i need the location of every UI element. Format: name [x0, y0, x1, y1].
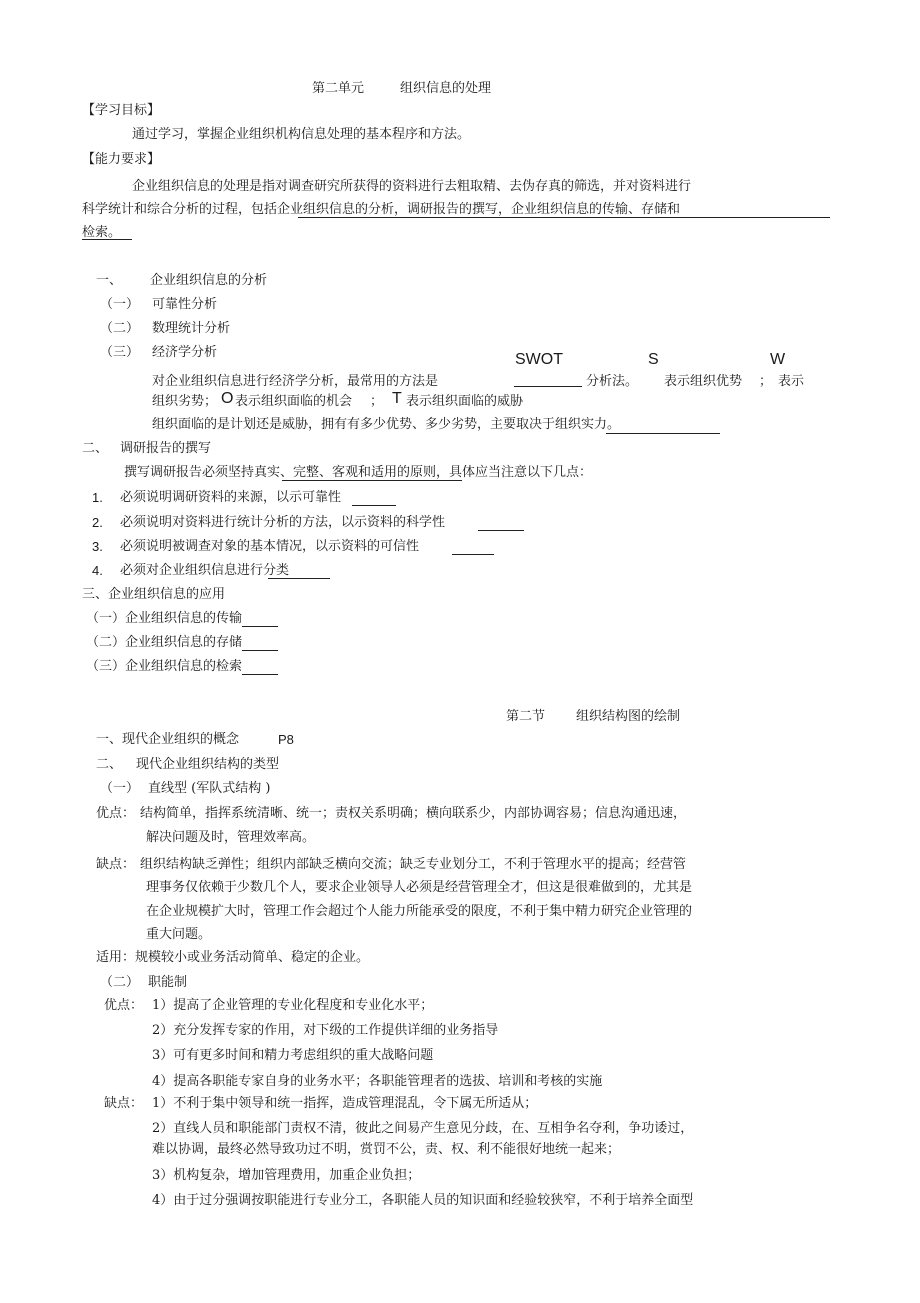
- econ-blank-underline: [514, 386, 582, 387]
- section1-title: 企业组织信息的分析: [150, 273, 268, 288]
- linear-pros-label: 优点：: [96, 806, 136, 821]
- functional-cons-item-4: 4）由于过分强调按职能进行专业分工，各职能人员的知识面和经验较狭窄，不利于培养全面型: [152, 1193, 694, 1208]
- report-item-number: 2.: [92, 515, 103, 530]
- goals-text: 通过学习，掌握企业组织机构信息处理的基本程序和方法。: [132, 127, 471, 142]
- linear-cons-line-4: 重大问题。: [146, 927, 212, 942]
- linear-applicable: 适用：规模较小或业务活动简单、稳定的企业。: [96, 950, 370, 965]
- swot-s-label: S: [648, 351, 659, 368]
- requirements-line-1: 企业组织信息的处理是指对调查研究所获得的资料进行去粗取精、去伪存真的筛选，并对资料进行: [132, 179, 692, 194]
- sub2-number: （二）: [100, 321, 140, 336]
- functional-cons-item-2b: 难以协调，最终必然导致功过不明，赏罚不公，责、权、利不能很好地统一起来；: [152, 1142, 621, 1157]
- section3-title: 三、企业组织信息的应用: [82, 587, 226, 602]
- requirements-label: 【能力要求】: [82, 152, 161, 167]
- linear-pros-line-2: 解决问题及时，管理效率高。: [146, 830, 316, 845]
- application-item-underline: [242, 626, 278, 627]
- functional-cons-item-2a: 2）直线人员和职能部门责权不清，彼此之间易产生意见分歧，在、互相争名夺利，争功诿过，: [152, 1121, 694, 1136]
- report-item-text: 必须说明调研资料的来源，以示可靠性: [120, 490, 342, 505]
- report-item-underline: [268, 578, 330, 579]
- application-item-underline: [242, 674, 278, 675]
- section2-title: 调研报告的撰写: [120, 441, 212, 456]
- section2-intro-underline: [282, 480, 462, 481]
- section-title-text: 组织结构图的绘制: [576, 709, 681, 724]
- econ-text-e: 表示: [778, 374, 805, 389]
- types-number: 二、: [96, 757, 123, 772]
- linear-cons-line-2: 理事务仅依赖于少数几个人，要求企业领导人必须是经营管理全才，但这是很难做到的，尤其是: [146, 880, 693, 895]
- sub3-number: （三）: [100, 345, 140, 360]
- requirements-line-2: 科学统计和综合分析的过程，包括企业组织信息的分析，调研报告的撰写，企业组织信息的传输、存储和: [82, 202, 681, 217]
- econ-text-c: 表示组织优势: [664, 374, 743, 389]
- functional-pros-label: 优点：: [104, 998, 144, 1013]
- report-item-number: 3.: [92, 539, 103, 554]
- econ-text-i: 表示组织面临的威胁: [406, 394, 524, 409]
- report-item-text: 必须说明对资料进行统计分析的方法，以示资料的科学性: [120, 515, 446, 530]
- report-item-number: 1.: [92, 490, 103, 505]
- econ-underline: [606, 433, 720, 434]
- econ-text-j: 组织面临的是计划还是威胁，拥有有多少优势、多少劣势，主要取决于组织实力。: [152, 417, 621, 432]
- linear-cons-line-3: 在企业规模扩大时，管理工作会超过个人能力所能承受的限度，不利于集中精力研究企业管理的: [146, 904, 693, 919]
- functional-heading: 职能制: [148, 975, 188, 990]
- econ-text-g: 表示组织面临的机会: [235, 394, 353, 409]
- linear-number: （一）: [100, 781, 140, 796]
- section2-number: 二、: [82, 441, 109, 456]
- section1-number: 一、: [96, 273, 123, 288]
- linear-pros-line-1: 结构简单，指挥系统清晰、统一；责权关系明确；横向联系少，内部协调容易；信息沟通迅速，: [140, 806, 687, 821]
- sub1-number: （一）: [100, 297, 140, 312]
- page-reference: P8: [278, 732, 294, 747]
- sub1-title: 可靠性分析: [152, 297, 218, 312]
- functional-number: （二）: [100, 975, 140, 990]
- requirements-line-3: 检索。: [82, 225, 122, 240]
- econ-text-b: 分析法。: [586, 374, 639, 389]
- application-item-underline: [242, 650, 278, 651]
- functional-pros-item: 4）提高各职能专家自身的业务水平；各职能管理者的选拔、培训和考核的实施: [152, 1074, 603, 1089]
- functional-pros-item: 2）充分发挥专家的作用，对下级的工作提供详细的业务指导: [152, 1023, 499, 1038]
- report-item-text: 必须对企业组织信息进行分类: [120, 563, 290, 578]
- application-item: （一）企业组织信息的传输: [86, 611, 243, 626]
- sub2-title: 数理统计分析: [152, 321, 231, 336]
- unit-title-text: 组织信息的处理: [400, 81, 492, 96]
- swot-label: SWOT: [515, 351, 563, 368]
- econ-text-d: ；: [759, 374, 773, 389]
- sub3-title: 经济学分析: [152, 345, 218, 360]
- report-item-number: 4.: [92, 563, 103, 578]
- requirements-underline-2: [82, 239, 132, 240]
- requirements-underline-1: [298, 217, 830, 218]
- linear-heading: 直线型 (军队式结构 ): [148, 781, 271, 796]
- application-item: （三）企业组织信息的检索: [86, 659, 243, 674]
- linear-cons-label: 缺点：: [96, 857, 136, 872]
- functional-pros-item: 1）提高了企业管理的专业化程度和专业化水平；: [152, 998, 434, 1013]
- functional-cons-item-1: 1）不利于集中领导和统一指挥，造成管理混乱，令下属无所适从；: [152, 1096, 538, 1111]
- functional-pros-item: 3）可有更多时间和精力考虑组织的重大战略问题: [152, 1048, 434, 1063]
- swot-t-label: T: [392, 390, 402, 407]
- functional-cons-label: 缺点：: [104, 1096, 144, 1111]
- linear-cons-line-1: 组织结构缺乏弹性；组织内部缺乏横向交流；缺乏专业划分工，不利于管理水平的提高；经营管: [140, 857, 687, 872]
- report-item-text: 必须说明被调查对象的基本情况，以示资料的可信性: [120, 539, 420, 554]
- goals-label: 【学习目标】: [82, 103, 161, 118]
- concept-heading: 一、现代企业组织的概念: [96, 732, 240, 747]
- functional-cons-item-3: 3）机构复杂，增加管理费用，加重企业负担；: [152, 1168, 421, 1183]
- section-title-number: 第二节: [506, 709, 546, 724]
- report-item-underline: [452, 554, 494, 555]
- report-item-underline: [478, 530, 524, 531]
- swot-w-label: W: [770, 351, 786, 368]
- report-item-underline: [352, 505, 396, 506]
- section2-intro: 撰写调研报告必须坚持真实、完整、客观和适用的原则，具体应当注意以下几点：: [124, 465, 593, 480]
- unit-title-number: 第二单元: [312, 81, 365, 96]
- swot-o-label: O: [221, 390, 234, 407]
- econ-text-h: ；: [370, 394, 384, 409]
- application-item: （二）企业组织信息的存储: [86, 635, 243, 650]
- econ-text-f: 组织劣势；: [152, 394, 218, 409]
- econ-text-a: 对企业组织信息进行经济学分析，最常用的方法是: [152, 374, 439, 389]
- types-heading: 现代企业组织结构的类型: [136, 757, 280, 772]
